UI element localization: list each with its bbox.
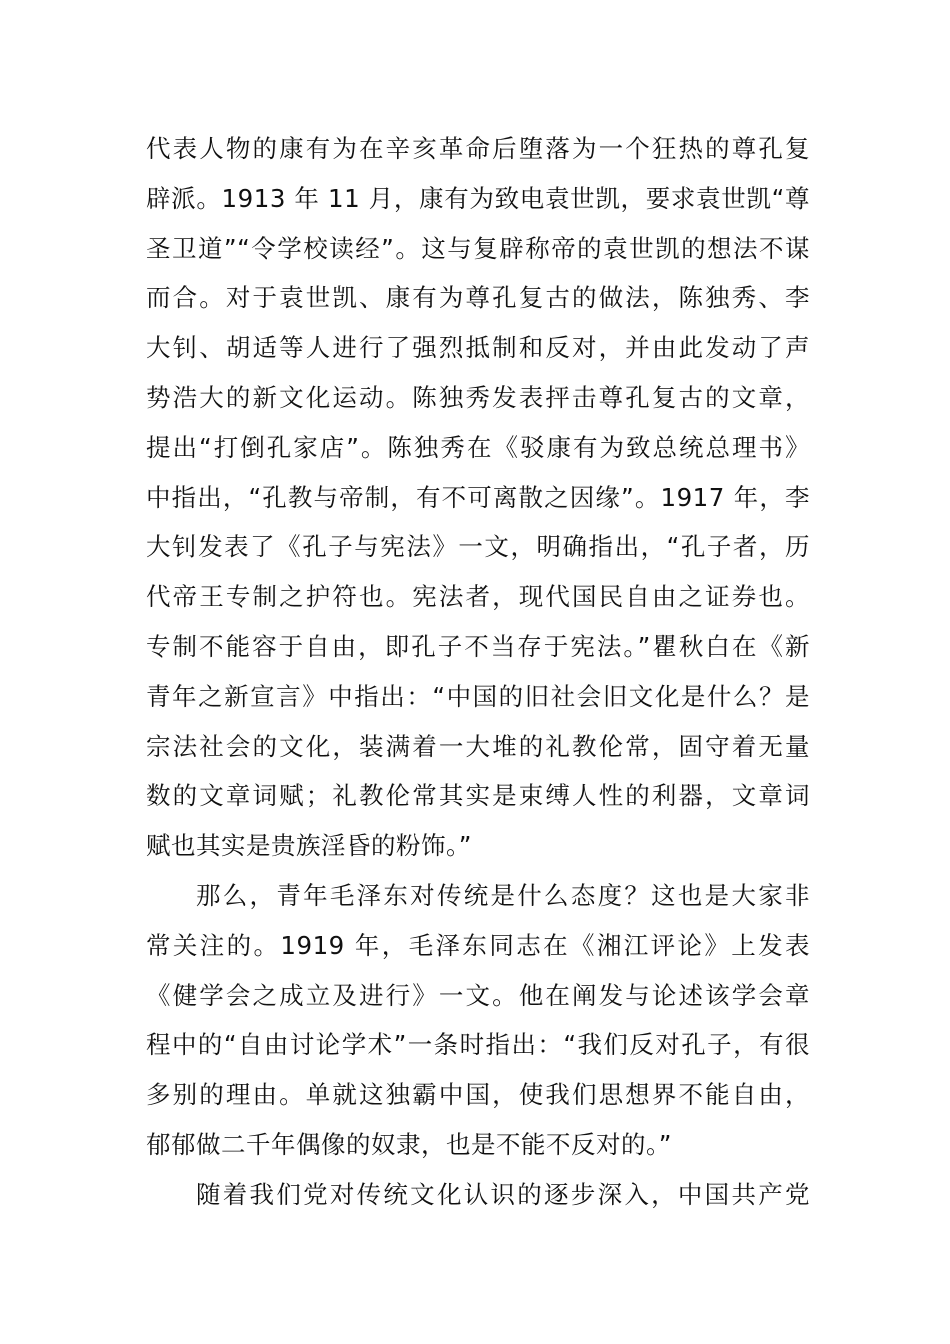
paragraph (146, 124, 810, 871)
text-line: 郁郁做二千年偶像的奴隶，也是不能不反对的。” (146, 1129, 672, 1159)
text-line: 《健学会之成立及进行》一文。他在阐发与论述该学会章 (146, 980, 810, 1010)
text-line: 而合。对于袁世凯、康有为尊孔复古的做法，陈独秀、李 (146, 283, 810, 313)
text-line: 中指出，“孔教与帝制，有不可离散之因缘”。1917 年，李 (146, 482, 810, 512)
text-line: 多别的理由。单就这独霸中国，使我们思想界不能自由， (146, 1080, 810, 1110)
text-line: 程中的“自由讨论学术”一条时指出：“我们反对孔子，有很 (146, 1030, 810, 1060)
text-line: 势浩大的新文化运动。陈独秀发表抨击尊孔复古的文章， (146, 382, 810, 412)
text-line: 大钊发表了《孔子与宪法》一文，明确指出，“孔子者，历 (146, 532, 810, 562)
text-line: 宗法社会的文化，装满着一大堆的礼教伦常，固守着无量 (146, 731, 810, 761)
text-line: 数的文章词赋；礼教伦常其实是束缚人性的利器，文章词 (146, 781, 810, 811)
text-line: 那么，青年毛泽东对传统是什么态度？这也是大家非 (196, 880, 810, 910)
text-line: 代帝王专制之护符也。宪法者，现代国民自由之证券也。 (146, 582, 810, 612)
text-line: 专制不能容于自由，即孔子不当存于宪法。”瞿秋白在《新 (146, 631, 810, 661)
text-line: 赋也其实是贵族淫昏的粉饰。” (146, 831, 472, 861)
text-line: 提出“打倒孔家店”。陈独秀在《驳康有为致总统总理书》 (146, 432, 810, 462)
text-line: 常关注的。1919 年，毛泽东同志在《湘江评论》上发表 (146, 930, 810, 960)
paragraph (146, 871, 810, 1170)
paragraph (146, 1170, 810, 1220)
text-line: 大钊、胡适等人进行了强烈抵制和反对，并由此发动了声 (146, 333, 810, 363)
text-line: 代表人物的康有为在辛亥革命后堕落为一个狂热的尊孔复 (146, 134, 810, 163)
text-line: 青年之新宣言》中指出：“中国的旧社会旧文化是什么？是 (146, 681, 810, 711)
body-text (146, 124, 810, 1220)
text-line: 圣卫道”“令学校读经”。这与复辟称帝的袁世凯的想法不谋 (146, 233, 810, 263)
text-line: 辟派。1913 年 11 月，康有为致电袁世凯，要求袁世凯“尊 (146, 183, 810, 213)
text-line: 随着我们党对传统文化认识的逐步深入，中国共产党 (196, 1179, 810, 1209)
